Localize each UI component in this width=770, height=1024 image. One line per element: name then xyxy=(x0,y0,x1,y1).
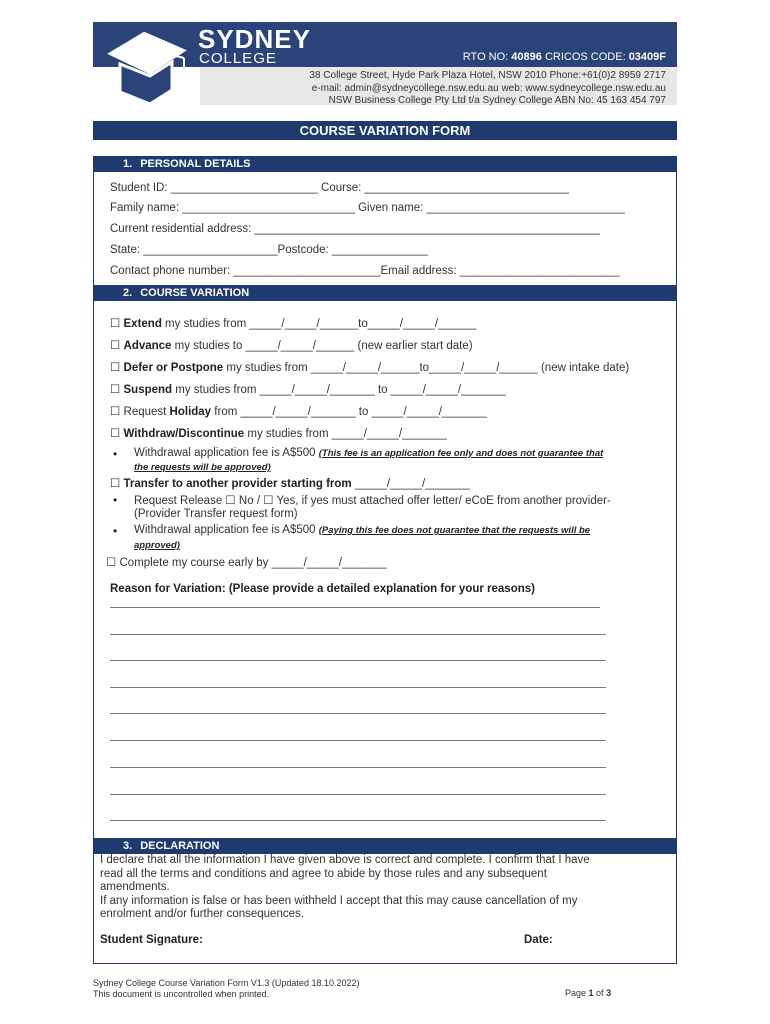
reason-line[interactable] xyxy=(110,713,606,714)
withdraw-fee-text: Withdrawal application fee is A$500 (This fee is an application fee only and does not guarantee that xyxy=(134,447,604,459)
release-request-note: (Provider Transfer request form) xyxy=(134,508,298,520)
reason-line[interactable] xyxy=(110,660,606,661)
suspend-option[interactable]: ☐ Suspend my studies from _____/_____/_______ to _____/_____/_______ xyxy=(110,384,506,396)
college-address: 38 College Street, Hyde Park Plaza Hotel, NSW 2010 Phone:+61(0)2 8959 2717 e-mail: admin@sydneycollege.nsw.edu.au web: www.sydneycollege.nsw.edu.au NSW Business College Pty Ltd t/a Sydney College ABN No: 45 163 454 797 xyxy=(309,70,666,106)
checkbox-icon[interactable]: ☐ xyxy=(110,478,121,490)
section-header-course-variation: 2. COURSE VARIATION xyxy=(93,285,677,301)
student-id-course-field[interactable]: Student ID: _______________________ Course: ________________________________ xyxy=(110,182,570,194)
reason-line[interactable] xyxy=(110,820,606,821)
checkbox-icon[interactable]: ☐ xyxy=(110,318,121,330)
transfer-option[interactable]: ☐ Transfer to another provider starting from _____/_____/_______ xyxy=(110,478,470,490)
defer-option[interactable]: ☐ Defer or Postpone my studies from _____/_____/______to_____/_____/______ (new intake date) xyxy=(110,362,630,374)
checkbox-icon[interactable]: ☐ xyxy=(110,406,121,418)
checkbox-icon[interactable]: ☐ xyxy=(110,428,121,440)
checkbox-icon[interactable]: ☐ xyxy=(110,384,121,396)
reason-line[interactable] xyxy=(110,740,606,741)
family-given-name-field[interactable]: Family name: ___________________________ Given name: _______________________________ xyxy=(110,202,625,214)
reason-line[interactable] xyxy=(110,607,600,608)
graduation-cap-logo-icon xyxy=(98,24,194,106)
bullet-icon: • xyxy=(113,493,118,507)
state-postcode-field[interactable]: State: _____________________Postcode: _______________ xyxy=(110,244,428,256)
transfer-fee-note: approved) xyxy=(134,540,180,551)
section-header-declaration: 3. DECLARATION xyxy=(93,838,677,854)
transfer-fee-text: Withdrawal application fee is A$500 (Paying this fee does not guarantee that the requests will be xyxy=(134,524,591,536)
advance-option[interactable]: ☐ Advance my studies to _____/_____/______ (new earlier start date) xyxy=(110,340,473,352)
extend-option[interactable]: ☐ Extend my studies from _____/_____/______to_____/_____/______ xyxy=(110,318,477,330)
rto-cricos-codes: RTO NO: 40896 CRICOS CODE: 03409F xyxy=(462,51,666,63)
reason-line[interactable] xyxy=(110,687,606,688)
withdraw-fee-note: the requests will be approved) xyxy=(134,462,271,473)
checkbox-icon[interactable]: ☐ xyxy=(110,340,121,352)
reason-line[interactable] xyxy=(110,634,606,635)
complete-early-option[interactable]: ☐ Complete my course early by _____/_____/_______ xyxy=(106,557,387,569)
checkbox-icon[interactable]: ☐ xyxy=(110,362,121,374)
phone-email-field[interactable]: Contact phone number: _______________________Email address: _________________________ xyxy=(110,265,620,277)
holiday-option[interactable]: ☐ Request Holiday from _____/_____/_______ to _____/_____/_______ xyxy=(110,406,487,418)
brand-name-line2: COLLEGE xyxy=(199,50,277,67)
residential-address-field[interactable]: Current residential address: ______________________________________________________ xyxy=(110,223,600,235)
signature-label[interactable]: Student Signature: xyxy=(100,934,203,946)
release-request-text[interactable]: Request Release ☐ No / ☐ Yes, if yes must attached offer letter/ eCoE from another provider- xyxy=(134,495,611,507)
reason-label: Reason for Variation: (Please provide a detailed explanation for your reasons) xyxy=(110,583,535,595)
date-label[interactable]: Date: xyxy=(524,934,553,946)
bullet-icon: • xyxy=(113,447,118,461)
section-header-personal-details: 1. PERSONAL DETAILS xyxy=(93,156,677,172)
reason-line[interactable] xyxy=(110,767,606,768)
footer-version: Sydney College Course Variation Form V1.3 (Updated 18.10.2022) This document is uncontrolled when printed. xyxy=(93,978,360,999)
withdraw-option[interactable]: ☐ Withdraw/Discontinue my studies from _____/_____/_______ xyxy=(110,428,447,440)
reason-line[interactable] xyxy=(110,794,606,795)
declaration-paragraph: I declare that all the information I have given above is correct and complete. I confirm that I have read all the terms and conditions and agree to abide by those rules and any subsequent amendments. If any information is false or has been withheld I accept that this may cause cancellation of my enrolment and/or further consequences. xyxy=(100,854,590,920)
page-number: Page 1 of 3 xyxy=(565,988,612,998)
bullet-icon: • xyxy=(113,524,118,538)
form-title: COURSE VARIATION FORM xyxy=(93,121,677,140)
brand-name-line1: SYDNEY xyxy=(198,24,311,54)
